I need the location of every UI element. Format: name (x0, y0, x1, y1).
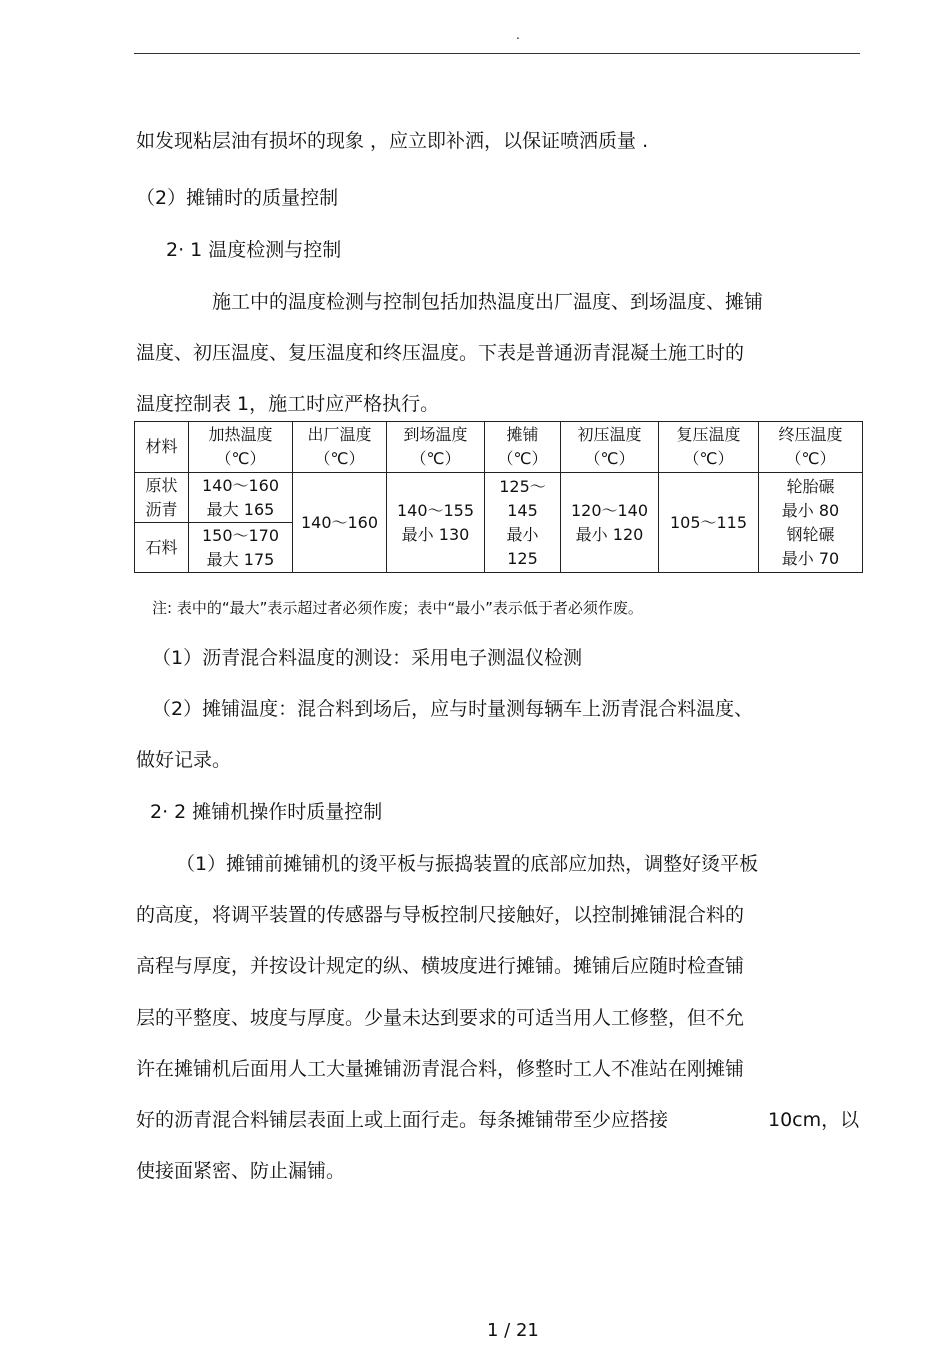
paver-paragraph-line: （1）摊铺前摊铺机的烫平板与振捣装置的底部应加热，调整好烫平板 (176, 853, 759, 875)
cell-arrival-temp: 140～155 最小 130 (387, 473, 485, 573)
paver-paragraph-line: 的高度，将调平装置的传感器与导板控制尺接触好，以控制摊铺混合料的 (136, 904, 745, 926)
paver-paragraph-line: 许在摊铺机后面用人工大量摊铺沥青混合料，修整时工人不准站在刚摊铺 (136, 1058, 745, 1080)
subsection-heading-temperature: 2· 1 温度检测与控制 (166, 239, 342, 261)
table-row (135, 473, 863, 523)
cell-re-compaction: 105～115 (659, 473, 759, 573)
header-factory-temp: 出厂温度 （℃） (293, 422, 387, 473)
temperature-control-table (134, 421, 863, 573)
header-rule (134, 53, 860, 54)
cell-paving-temp: 125～ 145 最小 125 (485, 473, 561, 573)
header-paving-temp: 摊铺 （℃） (485, 422, 561, 473)
paver-paragraph-line: 高程与厚度，并按设计规定的纵、横坡度进行摊铺。摊铺后应随时检查铺 (136, 955, 745, 977)
header-final-compaction: 终压温度 （℃） (759, 422, 863, 473)
paver-paragraph-line: 层的平整度、坡度与厚度。少量未达到要求的可适当用人工修整，但不允 (136, 1007, 745, 1029)
item-paving-temperature-cont: 做好记录。 (136, 749, 232, 771)
item-temperature-measurement: （1）沥青混合料温度的测设：采用电子测温仪检测 (152, 647, 583, 669)
table-note: 注: 表中的“最大”表示超过者必须作废；表中“最小”表示低于者必须作废。 (152, 599, 643, 617)
header-arrival-temp: 到场温度 （℃） (387, 422, 485, 473)
table-header-row (135, 422, 863, 473)
header-mark: . (516, 28, 520, 42)
cell-material-asphalt: 原状 沥青 (135, 473, 189, 523)
paragraph-glue-oil: 如发现粘层油有损坏的现象 ，应立即补洒，以保证喷洒质量 . (136, 130, 649, 152)
subsection-heading-paver: 2· 2 摊铺机操作时质量控制 (150, 801, 383, 823)
cell-final-compaction: 轮胎碾 最小 80 钢轮碾 最小 70 (759, 473, 863, 573)
cell-initial-compaction: 120～140 最小 120 (561, 473, 659, 573)
cell-heating-asphalt: 140～160 最大 165 (189, 473, 293, 523)
paver-paragraph-line: 好的沥青混合料铺层表面上或上面行走。每条摊铺带至少应搭接 (136, 1109, 669, 1131)
intro-line-1: 施工中的温度检测与控制包括加热温度出厂温度、到场温度、摊铺 (212, 291, 764, 313)
header-heating-temp: 加热温度 （℃） (189, 422, 293, 473)
header-material: 材料 (135, 422, 189, 473)
intro-line-3: 温度控制表 1，施工时应严格执行。 (136, 393, 440, 415)
page-number: 1 / 21 (487, 1320, 539, 1341)
section-heading-paving-quality: （2）摊铺时的质量控制 (136, 187, 339, 209)
cell-material-stone: 石料 (135, 523, 189, 573)
cell-factory-temp: 140～160 (293, 473, 387, 573)
header-initial-compaction: 初压温度 （℃） (561, 422, 659, 473)
paver-paragraph-tail: 10cm，以 (768, 1109, 860, 1131)
cell-heating-stone: 150～170 最大 175 (189, 523, 293, 573)
item-paving-temperature: （2）摊铺温度：混合料到场后，应与时量测每辆车上沥青混合料温度、 (152, 698, 754, 720)
header-re-compaction: 复压温度 （℃） (659, 422, 759, 473)
intro-line-2: 温度、初压温度、复压温度和终压温度。下表是普通沥青混凝土施工时的 (136, 342, 745, 364)
paver-paragraph-line: 使接面紧密、防止漏铺。 (136, 1160, 346, 1182)
